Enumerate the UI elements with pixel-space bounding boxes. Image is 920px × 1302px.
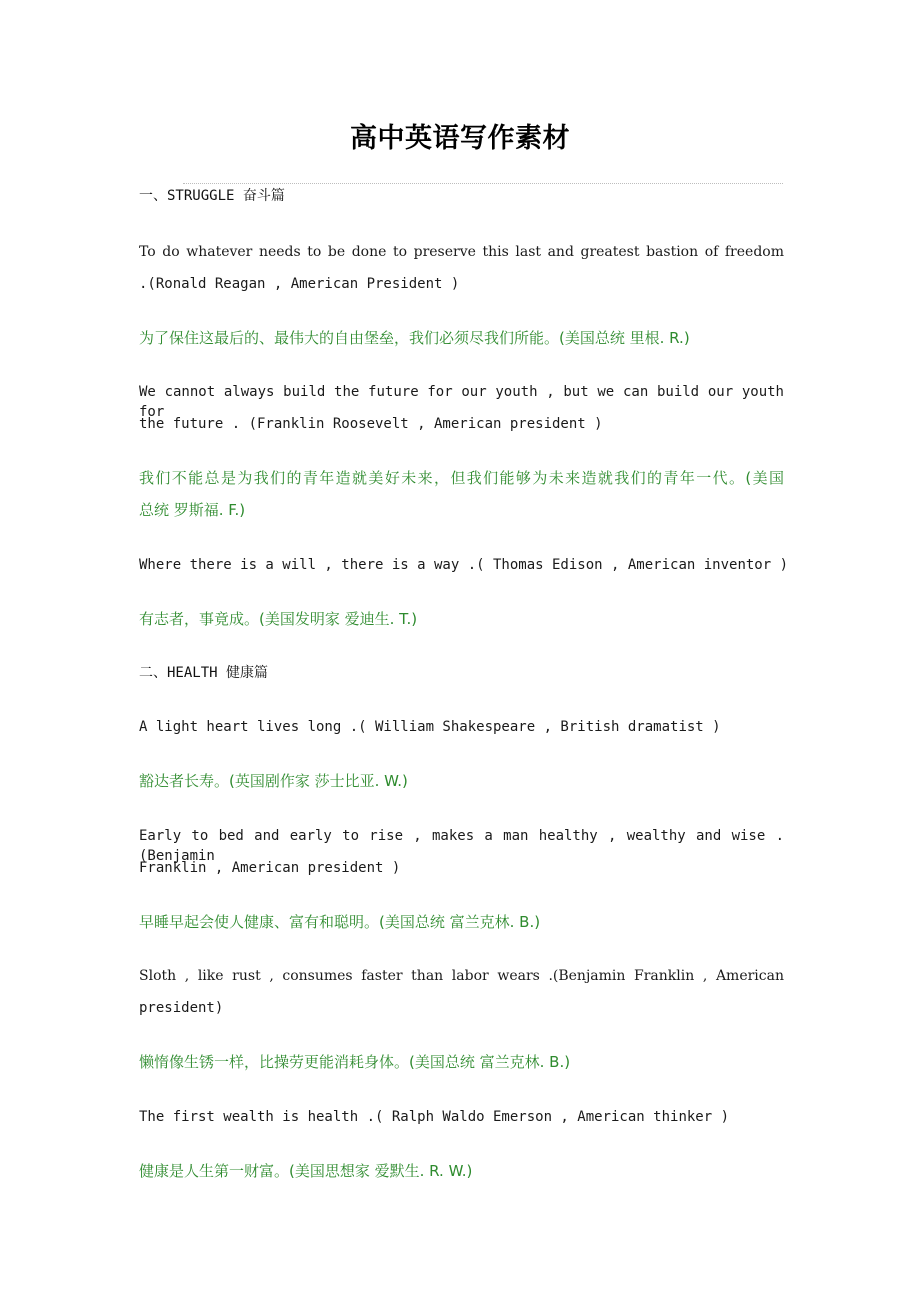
quote-zh-line: 早睡早起会使人健康、富有和聪明。(美国总统 富兰克林. B.) bbox=[139, 913, 541, 931]
quote-en-line: Sloth , like rust , consumes faster than labor wears .(Benjamin Franklin , American bbox=[139, 968, 784, 984]
quote-en-line: Franklin , American president ) bbox=[139, 860, 401, 876]
section-heading-struggle: 一、STRUGGLE 奋斗篇 bbox=[139, 188, 285, 204]
quote-zh-line: 我们不能总是为我们的青年造就美好未来，但我们能够为未来造就我们的青年一代。(美国 bbox=[139, 469, 784, 487]
quote-zh-line: 健康是人生第一财富。(美国思想家 爱默生. R. W.) bbox=[139, 1162, 473, 1180]
quote-zh-line: 为了保住这最后的、最伟大的自由堡垒，我们必须尽我们所能。(美国总统 里根. R.) bbox=[139, 329, 690, 347]
quote-en-line: A light heart lives long .( William Shakespeare , British dramatist ) bbox=[139, 719, 721, 735]
quote-en-line: The first wealth is health .( Ralph Waldo Emerson , American thinker ) bbox=[139, 1109, 730, 1125]
quote-en-line: Where there is a will , there is a way .( Thomas Edison , American inventor ) bbox=[139, 557, 789, 573]
section-heading-health: 二、HEALTH 健康篇 bbox=[139, 665, 269, 681]
quote-en-line: the future . (Franklin Roosevelt , American president ) bbox=[139, 416, 603, 432]
quote-en-line: Early to bed and early to rise , makes a man healthy , wealthy and wise .(Benjamin bbox=[139, 828, 784, 864]
page-title: 高中英语写作素材 bbox=[350, 123, 570, 154]
quote-zh-line: 总统 罗斯福. F.) bbox=[139, 501, 246, 519]
quote-zh-line: 懒惰像生锈一样，比操劳更能消耗身体。(美国总统 富兰克林. B.) bbox=[139, 1053, 571, 1071]
title-divider bbox=[183, 183, 783, 184]
quote-zh-line: 豁达者长寿。(英国剧作家 莎士比亚. W.) bbox=[139, 772, 408, 790]
quote-zh-line: 有志者，事竟成。(美国发明家 爱迪生. T.) bbox=[139, 610, 418, 628]
quote-en-line: president) bbox=[139, 1000, 224, 1016]
quote-en-line: .(Ronald Reagan , American President ) bbox=[139, 276, 460, 292]
quote-en-line: To do whatever needs to be done to preserve this last and greatest bastion of freedom bbox=[139, 244, 784, 260]
quote-en-line: We cannot always build the future for our youth , but we can build our youth for bbox=[139, 384, 784, 420]
